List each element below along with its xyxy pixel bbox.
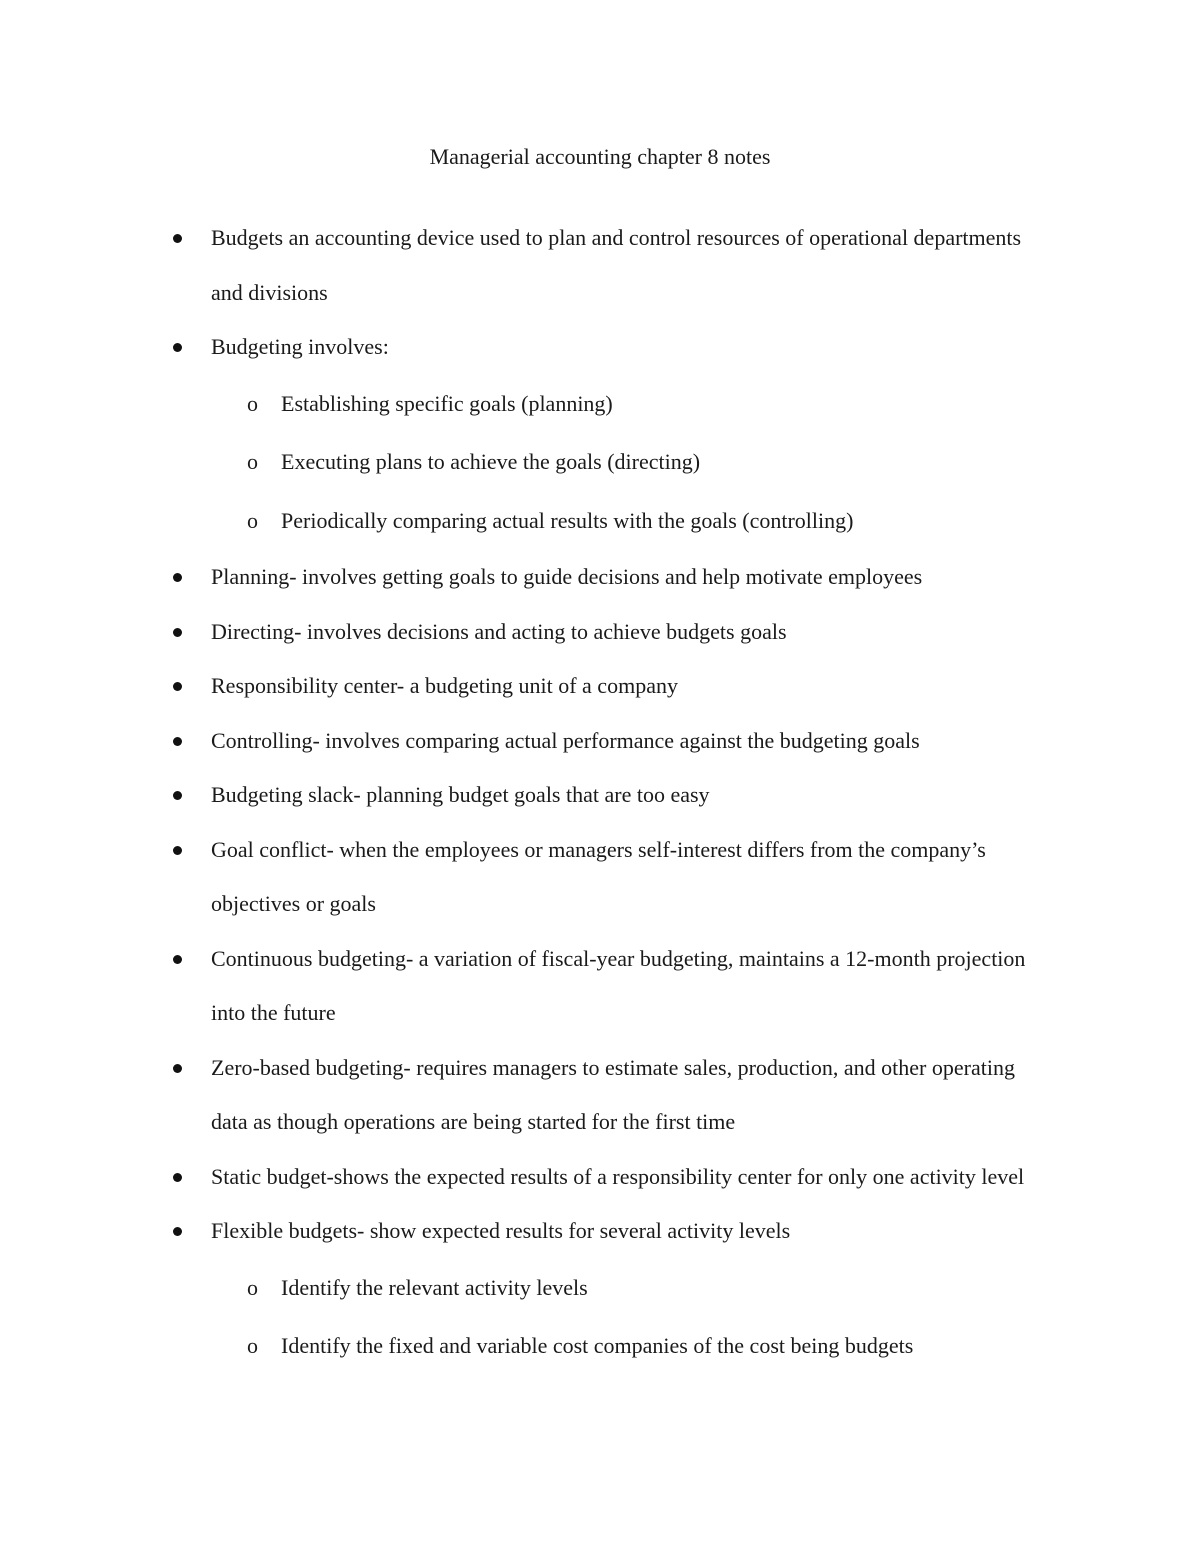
list-item-text: Planning- involves getting goals to guide decisions and help motivate employees xyxy=(211,564,923,589)
list-item-text: Zero-based budgeting- requires managers to estimate sales, production, and other operating data as though operations are being started for the first time xyxy=(211,1054,1015,1134)
sub-list xyxy=(211,1259,1051,1376)
hollow-bullet-icon: o xyxy=(247,507,258,533)
notes-list xyxy=(0,211,1200,1376)
sub-list-item-text: Identify the fixed and variable cost companies of the cost being budgets xyxy=(281,1333,914,1358)
bullet-icon xyxy=(173,791,182,800)
list-item-text: Budgets an accounting device used to plan and control resources of operational departments and divisions xyxy=(211,225,1022,305)
bullet-icon xyxy=(173,343,182,352)
sub-list-item xyxy=(211,1317,1051,1376)
list-item-text: Static budget-shows the expected results of a responsibility center for only one activity level xyxy=(211,1163,1025,1189)
hollow-bullet-icon: o xyxy=(247,449,258,474)
sub-list-item-text: Executing plans to achieve the goals (directing) xyxy=(281,449,701,474)
list-item xyxy=(0,659,1051,714)
sub-list-item xyxy=(211,375,1051,434)
bullet-icon xyxy=(173,737,182,746)
list-item-text: Flexible budgets- show expected results for several activity levels xyxy=(211,1218,791,1243)
list-item xyxy=(0,932,1051,1041)
bullet-icon xyxy=(173,234,182,243)
bullet-icon xyxy=(173,628,182,637)
sub-list xyxy=(211,375,1051,551)
list-item xyxy=(0,1150,1051,1205)
list-item-text: Goal conflict- when the employees or managers self-interest differs from the company’s objectives or goals xyxy=(211,836,986,916)
hollow-bullet-icon: o xyxy=(247,390,258,416)
page-title: Managerial accounting chapter 8 notes xyxy=(429,144,771,169)
bullet-icon xyxy=(173,846,182,855)
list-item xyxy=(0,320,1051,550)
list-item-text: Directing- involves decisions and acting to achieve budgets goals xyxy=(211,618,787,644)
sub-list-item-text: Establishing specific goals (planning) xyxy=(281,390,613,416)
list-item xyxy=(0,211,1051,320)
bullet-icon xyxy=(173,955,182,964)
list-item xyxy=(0,1204,1051,1376)
sub-list-item-text: Identify the relevant activity levels xyxy=(281,1274,588,1300)
sub-list-item xyxy=(211,1259,1051,1318)
list-item xyxy=(0,550,1051,605)
sub-list-item xyxy=(211,492,1051,551)
list-item xyxy=(0,714,1051,769)
list-item-text: Budgeting slack- planning budget goals that are too easy xyxy=(211,782,710,807)
list-item xyxy=(0,768,1051,823)
list-item-text: Responsibility center- a budgeting unit of a company xyxy=(211,673,678,698)
list-item-text: Continuous budgeting- a variation of fiscal-year budgeting, maintains a 12-month projection into the future xyxy=(211,945,1026,1025)
bullet-icon xyxy=(173,1173,182,1182)
list-item xyxy=(0,605,1051,660)
list-item xyxy=(0,823,1051,932)
hollow-bullet-icon: o xyxy=(247,1333,258,1358)
hollow-bullet-icon: o xyxy=(247,1274,258,1300)
bullet-icon xyxy=(173,1227,182,1236)
list-item xyxy=(0,1041,1051,1150)
sub-list-item xyxy=(211,433,1051,492)
bullet-icon xyxy=(173,1064,182,1073)
list-item-text: Controlling- involves comparing actual performance against the budgeting goals xyxy=(211,727,920,753)
bullet-icon xyxy=(173,682,182,691)
sub-list-item-text: Periodically comparing actual results with the goals (controlling) xyxy=(281,507,854,533)
list-item-text: Budgeting involves: xyxy=(211,334,389,359)
bullet-icon xyxy=(173,573,182,582)
